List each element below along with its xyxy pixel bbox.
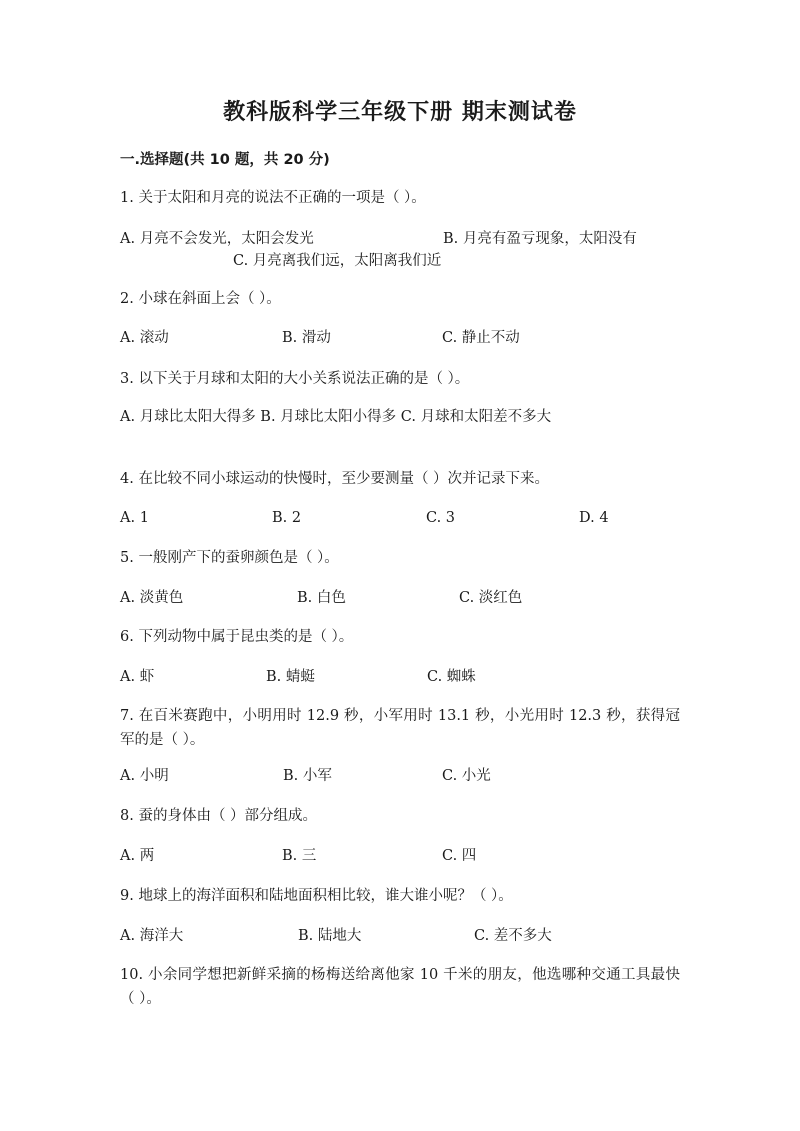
- question-5: 5. 一般刚产下的蚕卵颜色是（ ）。: [120, 550, 339, 566]
- option-b: B. 三: [282, 848, 317, 864]
- option-b: B. 蜻蜓: [266, 669, 315, 685]
- question-10: 10. 小余同学想把新鲜采摘的杨梅送给离他家 10 千米的朋友，他选哪种交通工具最快（ ）。: [120, 967, 680, 1007]
- question-8-options: [120, 844, 680, 868]
- option-c: C. 3: [426, 510, 456, 526]
- question-9: 9. 地球上的海洋面积和陆地面积相比较，谁大谁小呢？（ ）。: [120, 888, 513, 904]
- option-c: C. 蜘蛛: [427, 669, 476, 685]
- exam-title: 教科版科学三年级下册 期末测试卷: [223, 100, 577, 125]
- question-3-options: A. 月球比太阳大得多 B. 月球比太阳小得多 C. 月球和太阳差不多大: [120, 409, 552, 425]
- option-b: B. 陆地大: [298, 928, 362, 944]
- option-a: A. 小明: [120, 768, 169, 784]
- section-heading: 一.选择题(共 10 题，共 20 分): [120, 152, 330, 168]
- question-1: 1. 关于太阳和月亮的说法不正确的一项是（ ）。: [120, 190, 426, 206]
- question-4: 4. 在比较不同小球运动的快慢时，至少要测量（ ）次并记录下来。: [120, 471, 550, 487]
- option-b: B. 2: [272, 510, 302, 526]
- question-4-options: [120, 506, 680, 530]
- option-c: C. 淡红色: [459, 590, 523, 606]
- option-d: D. 4: [579, 510, 609, 526]
- question-5-options: [120, 586, 680, 610]
- option-c: C. 静止不动: [442, 330, 520, 346]
- question-6: 6. 下列动物中属于昆虫类的是（ ）。: [120, 629, 354, 645]
- question-7: 7. 在百米赛跑中，小明用时 12.9 秒，小军用时 13.1 秒，小光用时 12.3 秒，获得冠军的是（ ）。: [120, 708, 680, 748]
- option-a: A. 滚动: [120, 330, 169, 346]
- question-2: 2. 小球在斜面上会（ ）。: [120, 291, 281, 307]
- question-1-options: [120, 227, 680, 275]
- question-2-options: [120, 326, 680, 350]
- question-6-options: [120, 665, 680, 689]
- option-a: A. 月亮不会发光，太阳会发光: [120, 231, 314, 247]
- option-a: A. 淡黄色: [120, 590, 184, 606]
- option-a: A. 虾: [120, 669, 155, 685]
- option-b: B. 小军: [283, 768, 332, 784]
- option-a: A. 1: [120, 510, 149, 526]
- option-a: A. 海洋大: [120, 928, 184, 944]
- option-b: B. 月亮有盈亏现象，太阳没有: [443, 231, 637, 247]
- option-c: C. 小光: [442, 768, 491, 784]
- option-b: B. 滑动: [282, 330, 331, 346]
- question-3: 3. 以下关于月球和太阳的大小关系说法正确的是（ ）。: [120, 371, 470, 387]
- option-c: C. 四: [442, 848, 477, 864]
- option-a: A. 两: [120, 848, 155, 864]
- question-8: 8. 蚕的身体由（ ）部分组成。: [120, 808, 318, 824]
- option-b: B. 白色: [297, 590, 346, 606]
- option-c: C. 差不多大: [474, 928, 552, 944]
- question-7-options: [120, 764, 680, 788]
- question-9-options: [120, 924, 680, 948]
- option-c: C. 月亮离我们远，太阳离我们近: [233, 253, 442, 269]
